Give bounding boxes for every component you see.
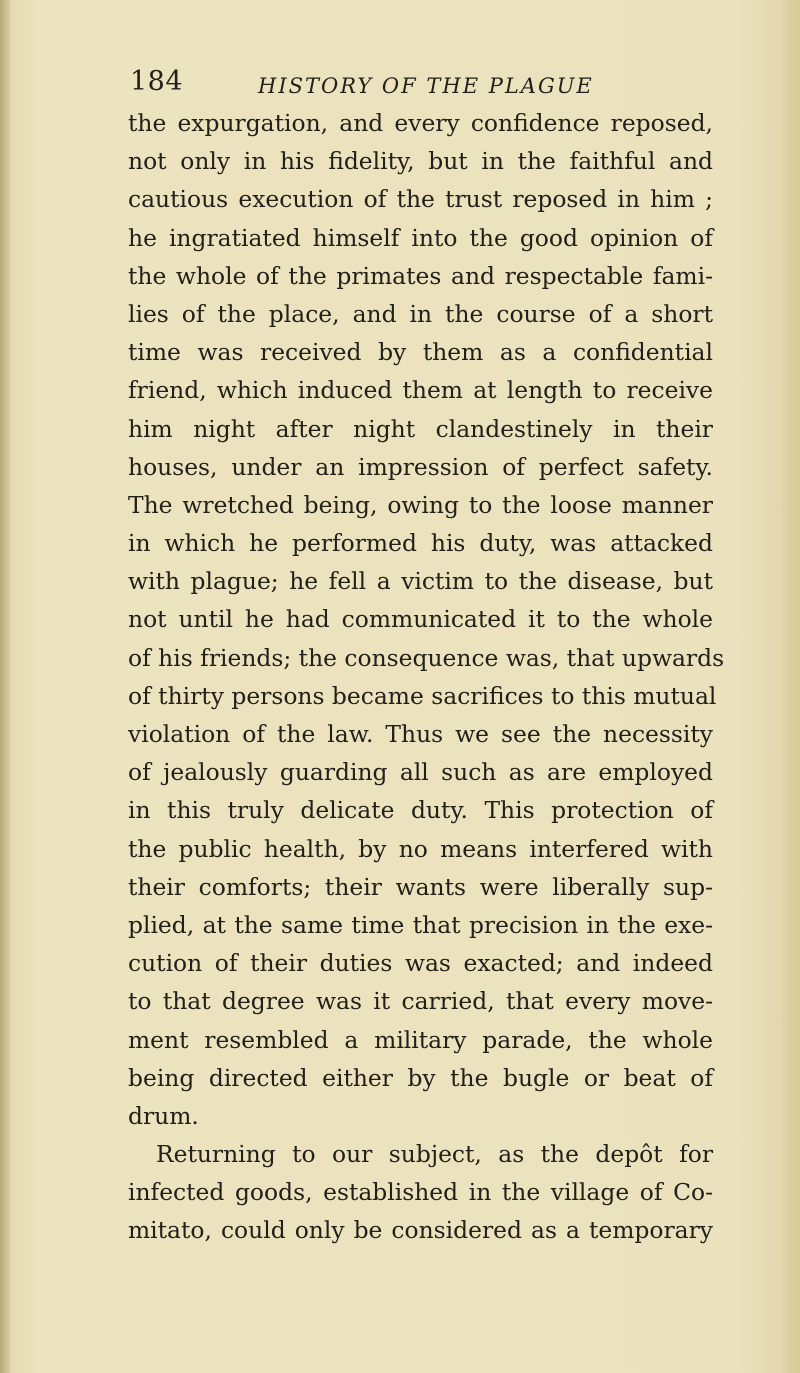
text-line: of thirty persons became sacrifices to this mutual	[128, 681, 717, 710]
text-line: in this truly delicate duty. This protection of	[128, 796, 713, 825]
text-line: he ingratiated himself into the good opinion of	[128, 223, 713, 252]
body-text	[128, 104, 725, 1250]
text-line: to that degree was it carried, that every move-	[128, 987, 713, 1016]
text-line: the whole of the primates and respectable fami-	[128, 261, 713, 290]
page-binding-edge	[0, 0, 10, 1373]
running-head: HISTORY OF THE PLAGUE	[258, 74, 594, 98]
text-line: him night after night clandestinely in their	[128, 414, 713, 443]
text-line: The wretched being, owing to the loose manner	[128, 490, 713, 519]
text-line: being directed either by the bugle or beat of	[128, 1063, 713, 1092]
text-line: not until he had communicated it to the whole	[128, 605, 713, 634]
text-line: Returning to our subject, as the depôt for	[156, 1140, 713, 1169]
text-line: not only in his fidelity, but in the faithful and	[128, 147, 713, 176]
text-line: mitato, could only be considered as a temporary	[128, 1216, 713, 1245]
text-line: ment resembled a military parade, the whole	[128, 1025, 713, 1054]
text-line: the public health, by no means interfered with	[128, 834, 713, 863]
page-number: 184	[130, 66, 184, 97]
text-line: friend, which induced them at length to receive	[128, 376, 713, 405]
text-line: time was received by them as a confidential	[128, 338, 713, 367]
text-line: drum.	[128, 1101, 199, 1130]
text-line: the expurgation, and every confidence reposed,	[128, 109, 713, 137]
text-line: of jealously guarding all such as are employed	[128, 758, 713, 787]
page-header	[120, 66, 640, 106]
text-line: infected goods, established in the village of Co-	[128, 1178, 713, 1207]
text-line: houses, under an impression of perfect safety.	[128, 452, 713, 481]
text-line: of his friends; the consequence was, that upwards	[128, 643, 725, 672]
text-line: their comforts; their wants were liberally sup-	[128, 872, 713, 901]
text-line: plied, at the same time that precision in the exe-	[128, 910, 713, 939]
text-line: in which he performed his duty, was attacked	[128, 529, 713, 558]
text-line: violation of the law. Thus we see the necessity	[128, 720, 713, 748]
text-line: cution of their duties was exacted; and indeed	[128, 949, 713, 978]
text-line: lies of the place, and in the course of a short	[128, 299, 713, 328]
text-line: cautious execution of the trust reposed in him ;	[128, 185, 713, 214]
text-line: with plague; he fell a victim to the disease, but	[128, 567, 713, 596]
